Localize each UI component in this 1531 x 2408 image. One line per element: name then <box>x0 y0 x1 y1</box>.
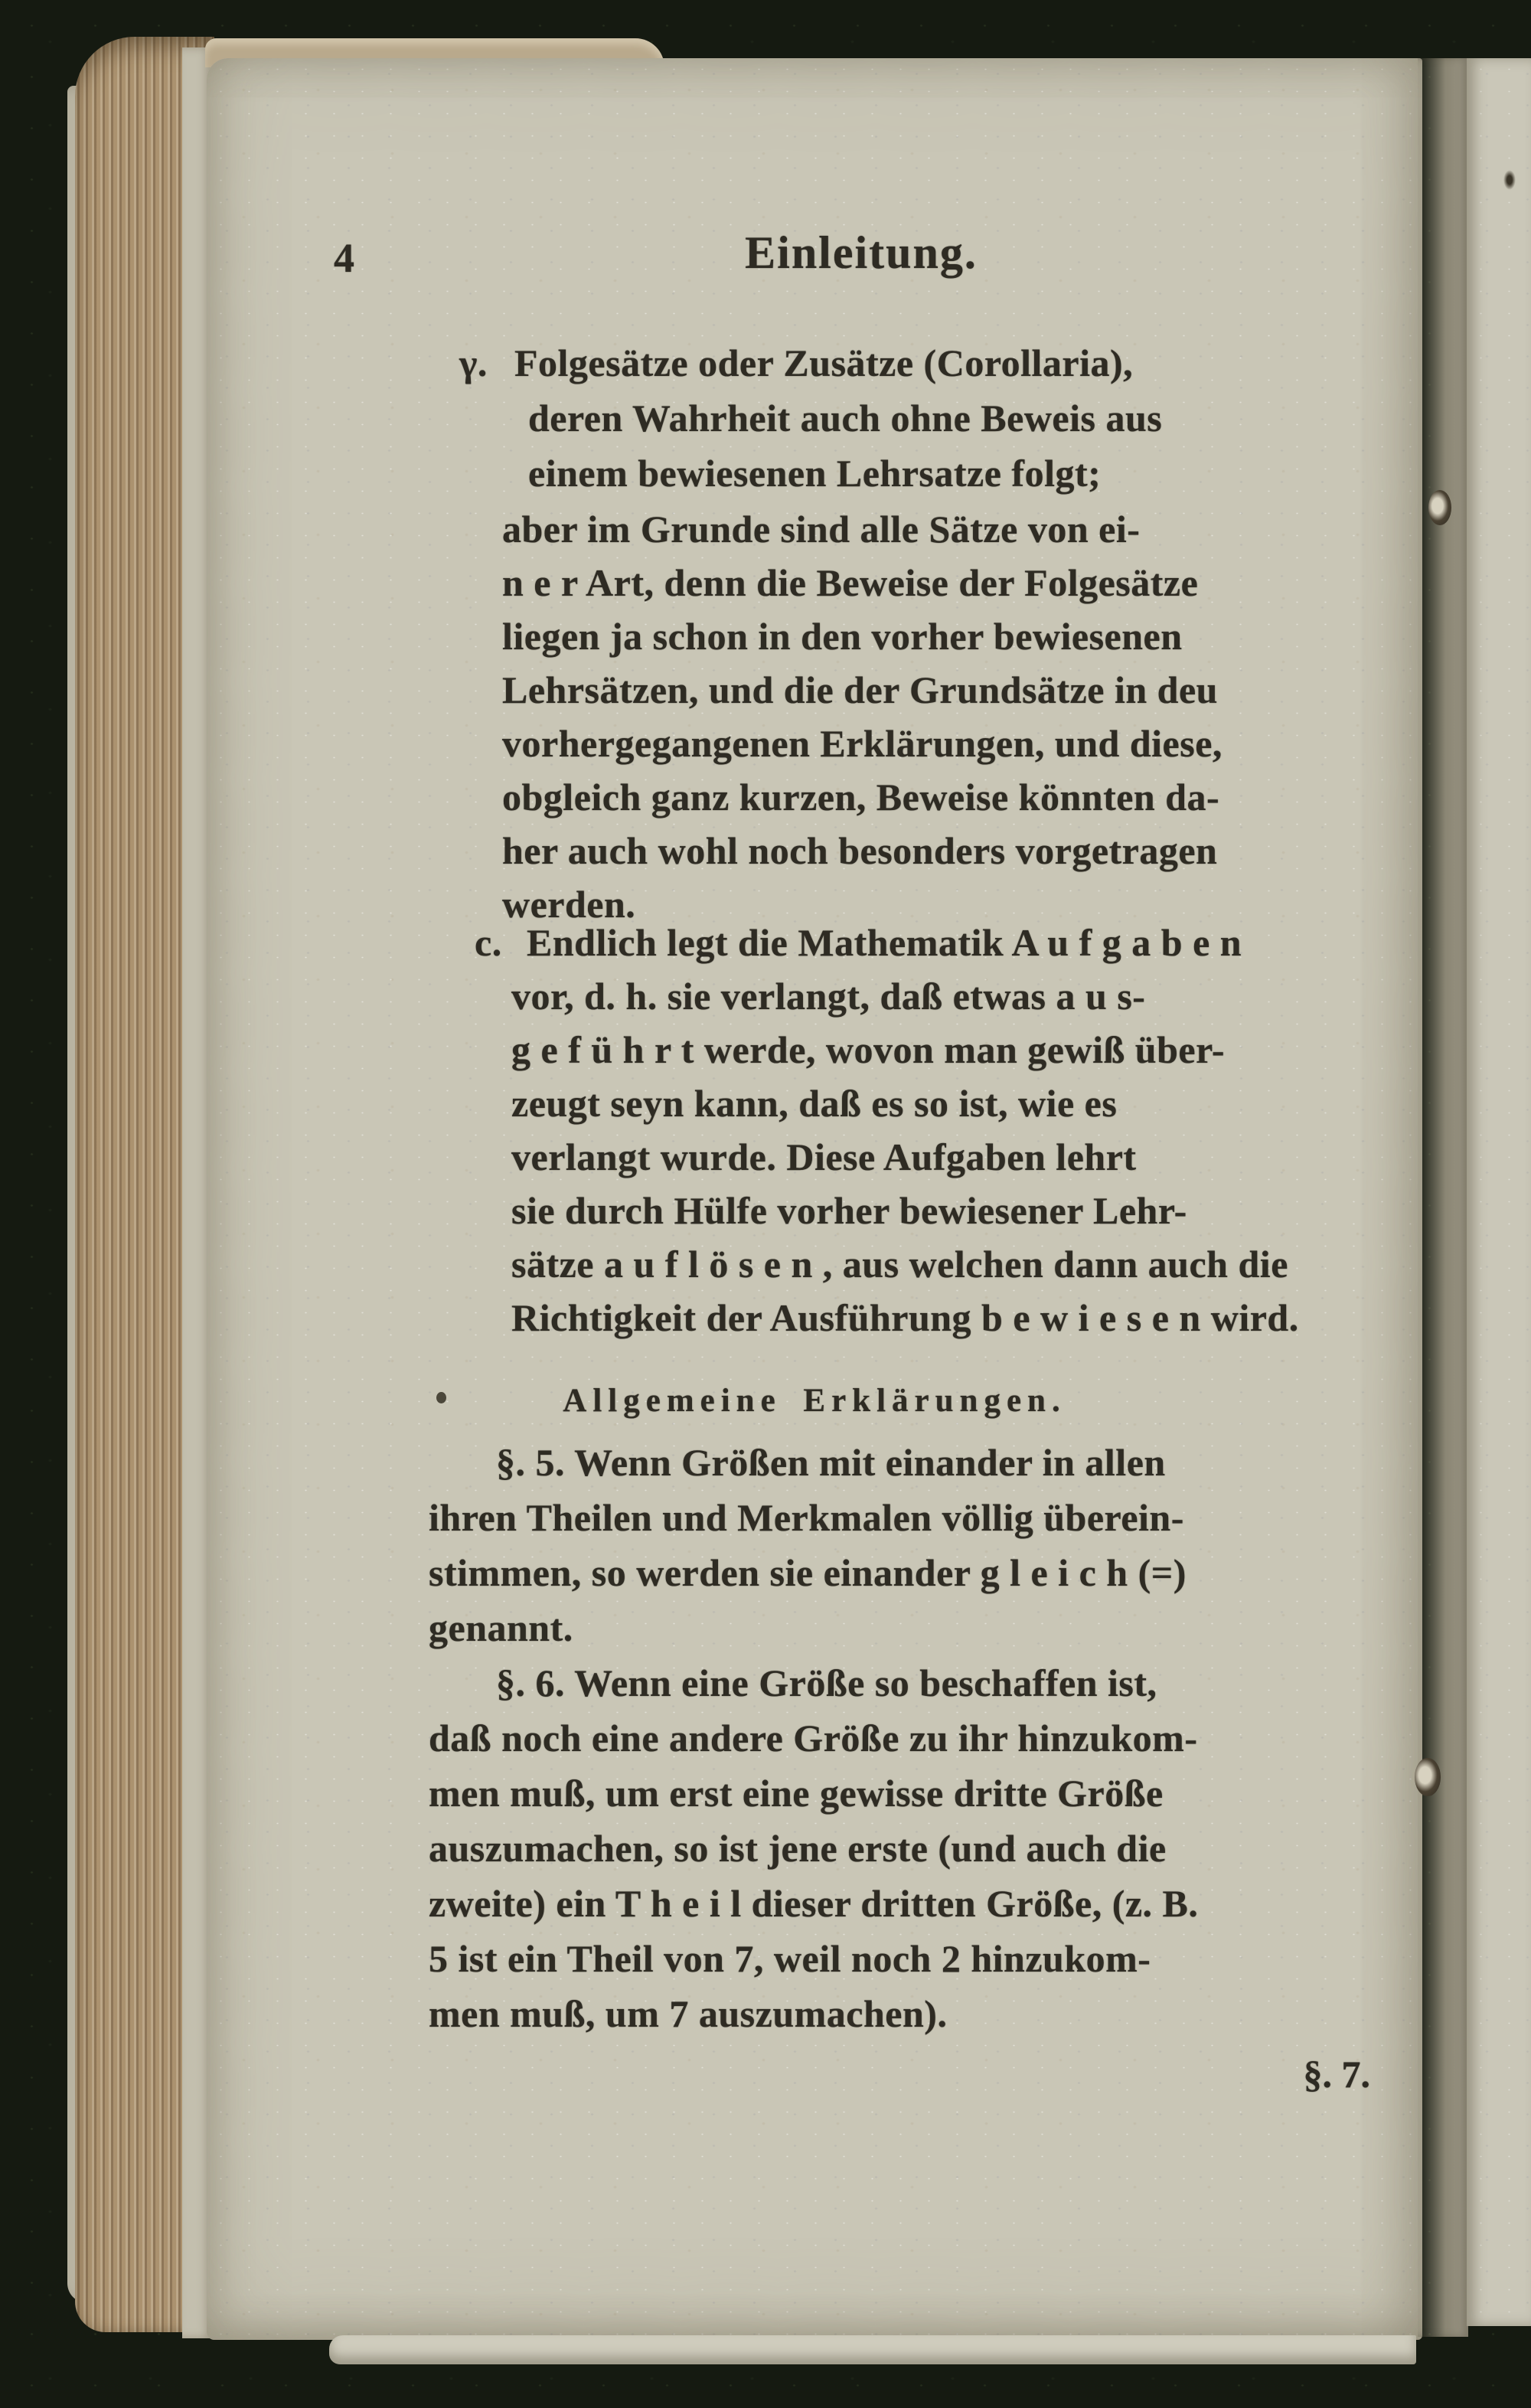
facing-page-edge <box>1467 58 1531 2326</box>
text-line: ihren Theilen und Merkmalen völlig überein- <box>429 1496 1184 1539</box>
text-line: zweite) ein T h e i l dieser dritten Größe, (z. B. <box>429 1882 1199 1925</box>
page-number: 4 <box>334 235 354 281</box>
book-bottom-edge <box>329 2335 1416 2364</box>
text-line: Richtigkeit der Ausführung b e w i e s e n wird. <box>511 1296 1299 1339</box>
section-heading: Allgemeine Erklärungen. <box>563 1383 1066 1419</box>
catchword: §. 7. <box>1303 2053 1370 2096</box>
text-line: werden. <box>502 883 636 926</box>
text-segment: Endlich legt die Mathematik A u f g a b e n <box>527 921 1242 964</box>
text-line: liegen ja schon in den vorher bewiesenen <box>502 615 1183 658</box>
text-line: n e r Art, denn die Beweise der Folgesätze <box>502 561 1199 604</box>
text-line: §. 6. Wenn eine Größe so beschaffen ist, <box>496 1661 1157 1704</box>
paragraph-5 <box>429 1438 1531 1658</box>
text-line: men muß, um 7 auszumachen). <box>429 1992 948 2035</box>
text-line: einem bewiesenen Lehrsatze folgt; <box>528 452 1102 495</box>
text-line: genannt. <box>429 1606 573 1649</box>
list-marker-c: c. <box>475 921 502 964</box>
text-line: vor, d. h. sie verlangt, daß etwas a u s- <box>511 975 1146 1018</box>
text-line: auszumachen, so ist jene erste (und auch die <box>429 1827 1167 1870</box>
text-line: §. 5. Wenn Größen mit einander in allen <box>496 1441 1166 1484</box>
list-item-gamma <box>459 338 1531 504</box>
text-line: sätze a u f l ö s e n , aus welchen dann auch die <box>511 1243 1288 1286</box>
text-line: zeugt seyn kann, daß es so ist, wie es <box>511 1082 1118 1125</box>
text-line <box>475 919 1531 972</box>
book-page <box>207 58 1422 2340</box>
text-line: men muß, um erst eine gewisse dritte Größe <box>429 1772 1164 1815</box>
note-block <box>502 505 1531 934</box>
list-item-c <box>475 919 1531 1348</box>
text-line: verlangt wurde. Diese Aufgaben lehrt <box>511 1135 1137 1178</box>
text-line: vorhergegangenen Erklärungen, und diese, <box>502 722 1223 765</box>
paper-blemish <box>1503 170 1516 190</box>
text-line <box>459 338 1531 394</box>
text-line: deren Wahrheit auch ohne Beweis aus <box>528 397 1163 439</box>
text-line: sie durch Hülfe vorher bewiesener Lehr- <box>511 1189 1187 1232</box>
paragraph-6 <box>429 1658 1531 2044</box>
text-line: aber im Grunde sind alle Sätze von ei- <box>502 508 1141 551</box>
binding-hole <box>1428 490 1451 525</box>
text-line: stimmen, so werden sie einander g l e i c h (=) <box>429 1551 1187 1594</box>
text-line: Lehrsätzen, und die der Grundsätze in deu <box>502 668 1218 711</box>
text-line: daß noch eine andere Größe zu ihr hinzukom- <box>429 1717 1198 1759</box>
text-line: obgleich ganz kurzen, Beweise könnten da- <box>502 776 1220 818</box>
running-head: Einleitung. <box>745 227 978 278</box>
text-line: g e f ü h r t werde, wovon man gewiß über- <box>511 1028 1226 1071</box>
text-line: her auch wohl noch besonders vorgetragen <box>502 829 1218 872</box>
list-marker-gamma: γ. <box>459 341 488 384</box>
text-segment: Folgesätze oder Zusätze (Corollaria), <box>514 341 1134 384</box>
text-line: 5 ist ein Theil von 7, weil noch 2 hinzukom- <box>429 1937 1151 1980</box>
binding-hole <box>1415 1758 1441 1796</box>
book-gutter-fold <box>1418 58 1468 2337</box>
